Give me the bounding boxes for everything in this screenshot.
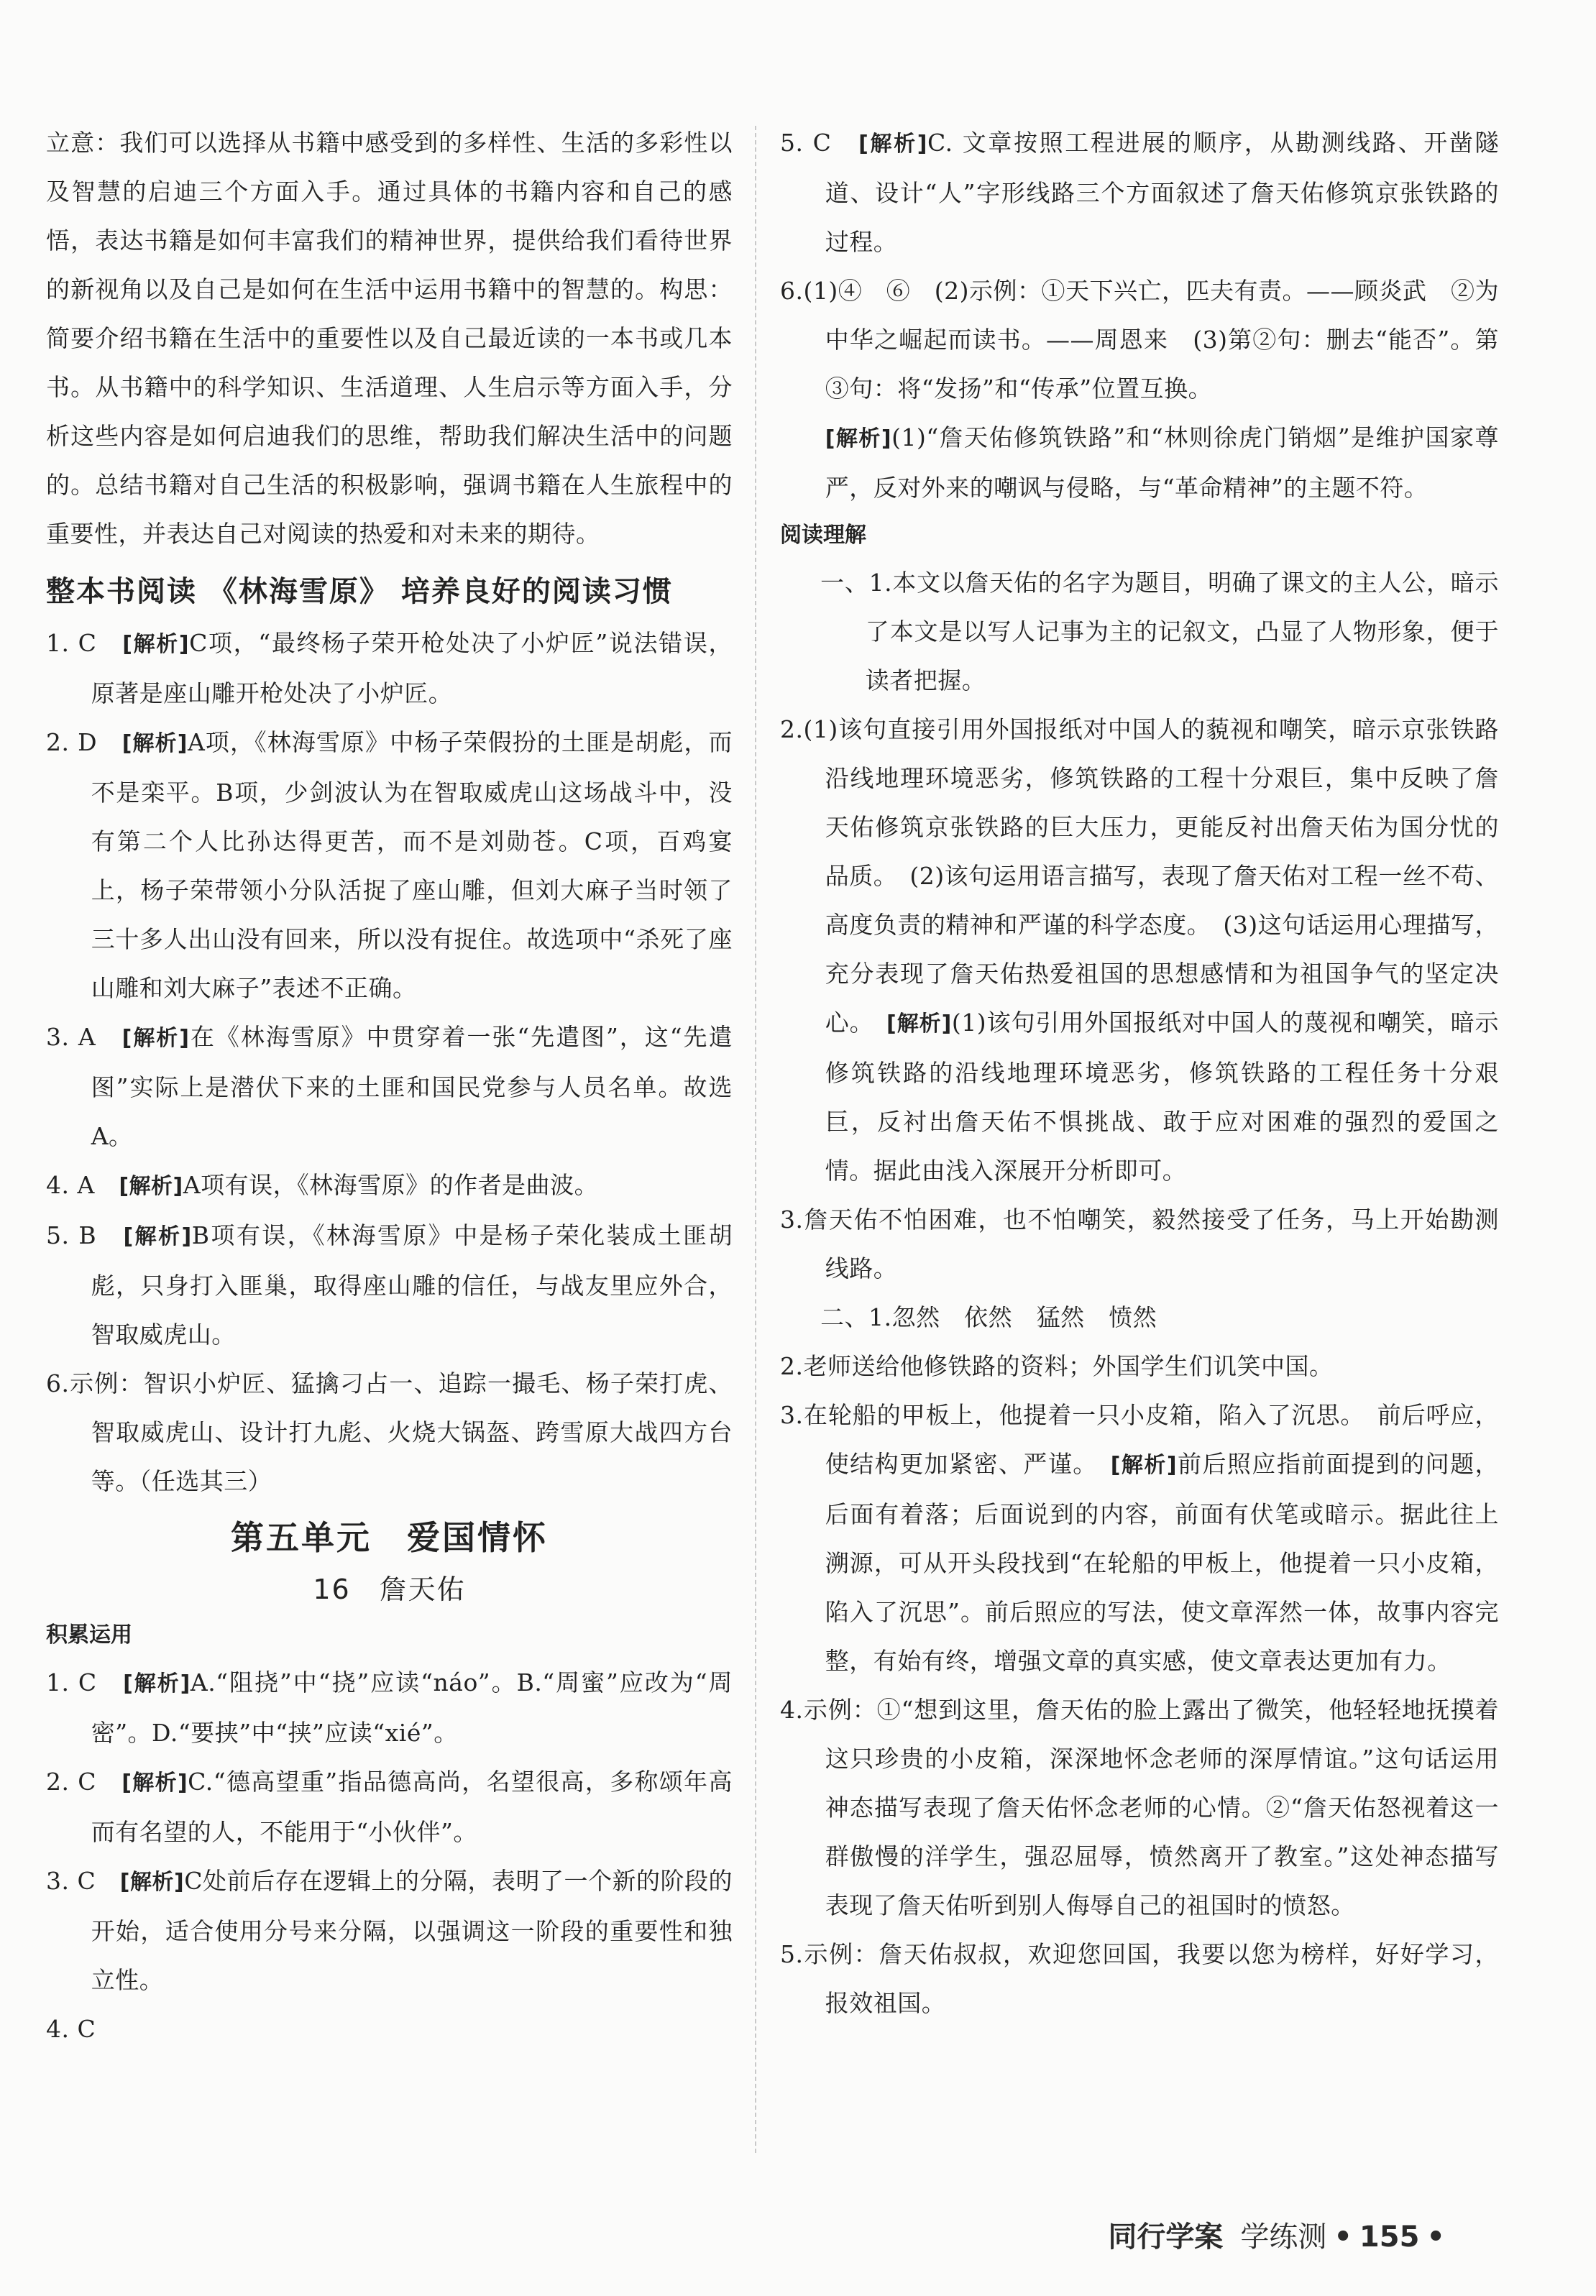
accumulation-heading: 积累运用 (46, 1622, 132, 1648)
answer-item: 2. C [解析]C.“德高望重”指品德高尚，名望很高，多称颂年高而有名望的人，不能用于“小伙伴”。 (46, 1768, 733, 1846)
footer-brand: 同行学案 (1108, 2221, 1224, 2254)
answer-item: 一、1.本文以詹天佑的名字为题目，明确了课文的主人公，暗示了本文是以写人记事为主的记叙文，凸显了人物形象，便于读者把握。 (820, 569, 1499, 694)
answer-item: 2.老师送给他修铁路的资料；外国学生们讥笑中国。 (780, 1352, 1334, 1380)
unit-title: 第五单元 爱国情怀 (231, 1518, 548, 1557)
answer-item: 6.示例：智识小炉匠、猛擒刁占一、追踪一撮毛、杨子荣打虎、智取威虎山、设计打九彪、火烧大锅盔、跨雪原大战四方台等。（任选其三） (46, 1369, 733, 1495)
answer-item: 6.(1)④ ⑥ (2)示例：①天下兴亡，匹夫有责。——顾炎武 ②为中华之崛起而读书。——周恩来 (3)第②句：删去“能否”。第③句：将“发扬”和“传承”位置互换。 (780, 277, 1499, 403)
analysis-note: [解析](1)“詹天佑修筑铁路”和“林则徐虎门销烟”是维护国家尊严，反对外来的嘲讽与侵略，与“革命精神”的主题不符。 (825, 423, 1499, 502)
answer-item: 4. A [解析]A项有误，《林海雪原》的作者是曲波。 (46, 1171, 599, 1199)
answer-item: 3.詹天佑不怕困难，也不怕嘲笑，毅然接受了任务，马上开始勘测线路。 (780, 1206, 1499, 1282)
right-column (780, 119, 1499, 2028)
answer-item: 3.在轮船的甲板上，他提着一只小皮箱，陷入了沉思。 前后呼应，使结构更加紧密、严谨。 [解析]前后照应指前面提到的问题，后面有着落；后面说到的内容，前面有伏笔或暗示。据此往上溯源，可从开头段找到“在轮船的甲板上，他提着一只小皮箱，陷入了沉思”。前后照应的写法，使文章浑然一体，故事内容完整，有始有终，增强文章的真实感，使文章表达更加有力。 (780, 1401, 1500, 1675)
answer-item: 1. C [解析]A.“阻挠”中“挠”应读“náo”。B.“周蜜”应改为“周密”。D.“要挟”中“挟”应读“xié”。 (46, 1668, 733, 1747)
answer-item: 5.示例：詹天佑叔叔，欢迎您回国，我要以您为榜样，好好学习，报效祖国。 (780, 1940, 1499, 2017)
answer-item: 2.(1)该句直接引用外国报纸对中国人的藐视和嘲笑，暗示京张铁路沿线地理环境恶劣，修筑铁路的工程十分艰巨，集中反映了詹天佑修筑京张铁路的巨大压力，更能反衬出詹天佑为国分忧的品质。 (2)该句运用语言描写，表现了詹天佑对工程一丝不苟、高度负责的精神和严谨的科学态度。 (3)这句话运用心理描写，充分表现了詹天佑热爱祖国的思想感情和为祖国争气的坚定决心。 [解析](1)该句引用外国报纸对中国人的蔑视和嘲笑，暗示修筑铁路的沿线地理环境恶劣，修筑铁路的工程任务十分艰巨，反衬出詹天佑不惧挑战、敢于应对困难的强烈的爱国之情。据此由浅入深展开分析即可。 (780, 715, 1500, 1185)
answer-item: 5. B [解析]B项有误，《林海雪原》中是杨子荣化装成土匪胡彪，只身打入匪巢，取得座山雕的信任，与战友里应外合，智取威虎山。 (46, 1221, 733, 1349)
left-column (46, 119, 733, 2054)
answer-item: 5. C [解析]C. 文章按照工程进展的顺序，从勘测线路、开凿隧道、设计“人”字形线路三个方面叙述了詹天佑修筑京张铁路的过程。 (780, 129, 1499, 256)
page-footer (1108, 2214, 1452, 2255)
footer-series: 学练测 (1240, 2221, 1327, 2254)
answer-item: 1. C [解析]C项，“最终杨子荣开枪处决了小炉匠”说法错误，原著是座山雕开枪处决了小炉匠。 (46, 629, 733, 707)
answer-item: 3. C [解析]C处前后存在逻辑上的分隔，表明了一个新的阶段的开始，适合使用分号来分隔，以强调这一阶段的重要性和独立性。 (46, 1867, 733, 1994)
column-divider (755, 126, 756, 2153)
lesson-title: 16 詹天佑 (313, 1574, 466, 1605)
footer-bullet-right: • (1426, 2221, 1445, 2254)
answer-item: 3. A [解析]在《林海雪原》中贯穿着一张“先遣图”，这“先遣图”实际上是潜伏下来的土匪和国民党参与人员名单。故选A。 (46, 1023, 733, 1150)
answer-item: 4. C (46, 2015, 96, 2043)
answer-item: 4.示例：①“想到这里，詹天佑的脸上露出了微笑，他轻轻地抚摸着这只珍贵的小皮箱，深深地怀念老师的深厚情谊。”这句话运用神态描写表现了詹天佑怀念老师的心情。②“詹天佑怒视着这一群傲慢的洋学生，强忍屈辱，愤然离开了教室。”这处神态描写表现了詹天佑听到别人侮辱自己的祖国时的愤怒。 (780, 1696, 1499, 1919)
section-title: 整本书阅读 《林海雪原》 培养良好的阅读习惯 (46, 575, 673, 608)
page-number: 155 (1359, 2221, 1420, 2254)
answer-item: 二、1.忽然 依然 猛然 愤然 (820, 1303, 1157, 1331)
answer-item: 2. D [解析]A项，《林海雪原》中杨子荣假扮的土匪是胡彪，而不是栾平。B项，少剑波认为在智取威虎山这场战斗中，没有第二个人比孙达得更苦，而不是刘勋苍。C项，百鸡宴上，杨子荣带领小分队活捉了座山雕，但刘大麻子当时领了三十多人出山没有回来，所以没有捉住。故选项中“杀死了座山雕和刘大麻子”表述不正确。 (46, 728, 733, 1002)
footer-bullet-left: • (1334, 2221, 1352, 2254)
reading-heading: 阅读理解 (780, 523, 866, 548)
essay-tip: 立意：我们可以选择从书籍中感受到的多样性、生活的多彩性以及智慧的启迪三个方面入手。通过具体的书籍内容和自己的感悟，表达书籍是如何丰富我们的精神世界，提供给我们看待世界的新视角以及自己是如何在生活中运用书籍中的智慧的。构思：简要介绍书籍在生活中的重要性以及自己最近读的一本书或几本书。从书籍中的科学知识、生活道理、人生启示等方面入手，分析这些内容是如何启迪我们的思维，帮助我们解决生活中的问题的。总结书籍对自己生活的积极影响，强调书籍在人生旅程中的重要性，并表达自己对阅读的热爱和对未来的期待。 (46, 129, 733, 548)
